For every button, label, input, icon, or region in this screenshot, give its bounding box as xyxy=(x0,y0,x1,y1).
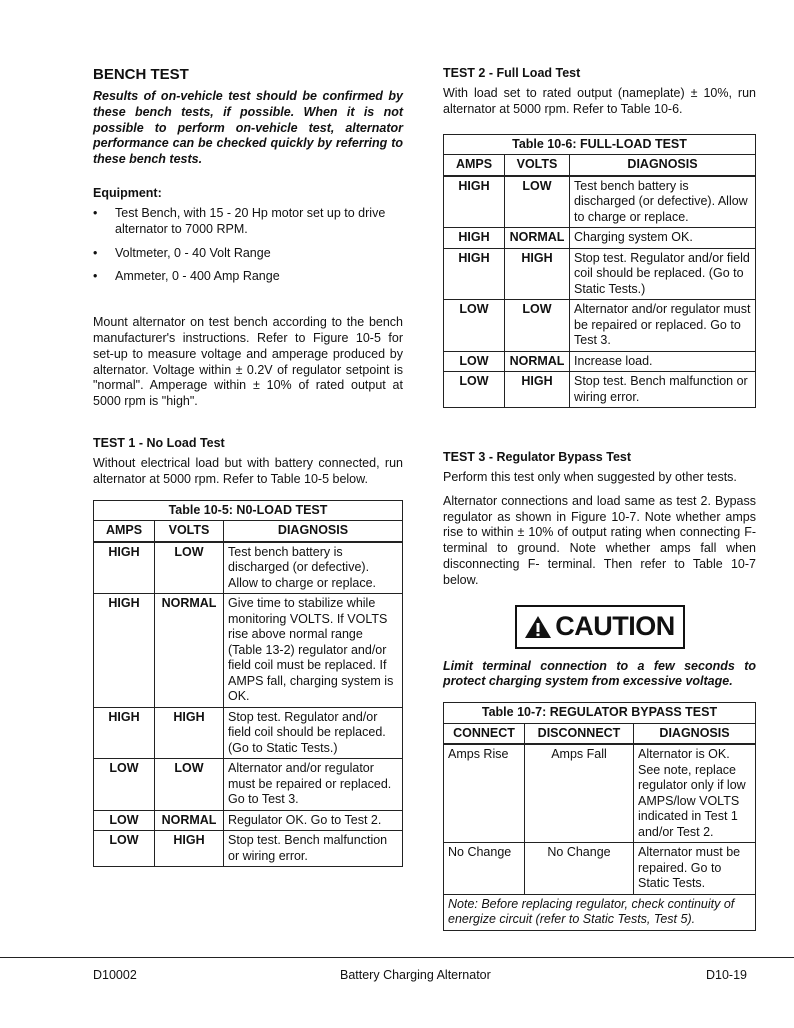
bench-test-heading: BENCH TEST xyxy=(93,66,189,83)
intro-paragraph: Results of on-vehicle test should be confirmed by these bench tests, if possible. When it is not possible to perform on-vehicle test, alternator performance can be checked quickly by referring to these bench tests. xyxy=(93,89,403,167)
column-header: DIAGNOSIS xyxy=(224,521,403,542)
table-row: HIGH LOW Test bench battery is discharged (or defective). Allow to charge or replace. xyxy=(94,542,403,594)
table-row: Amps Rise Amps Fall Alternator is OK. See note, replace regulator only if low AMPS/low VOLTS indicated in Test 1 and/or Test 2. xyxy=(444,744,756,843)
table-note: Note: Before replacing regulator, check continuity of energize circuit (refer to Static Tests, Test 5). xyxy=(444,894,756,930)
table-row: LOW HIGH Stop test. Bench malfunction or wiring error. xyxy=(444,372,756,408)
table-row: HIGH NORMAL Give time to stabilize while monitoring VOLTS. If VOLTS rise above normal range (Table 13-2) regulator and/or field coil must be replaced. If AMPS fall, charging system is OK. xyxy=(94,594,403,708)
table-row: LOW HIGH Stop test. Bench malfunction or wiring error. xyxy=(94,831,403,867)
table-10-5 xyxy=(93,500,403,868)
table-row: LOW LOW Alternator and/or regulator must be repaired or replaced. Go to Test 3. xyxy=(94,759,403,811)
test2-heading: TEST 2 - Full Load Test xyxy=(443,66,581,80)
left-column xyxy=(93,66,403,867)
test3-paragraph-1: Perform this test only when suggested by other tests. xyxy=(443,470,737,485)
caution-text: CAUTION xyxy=(555,611,675,642)
caution-label xyxy=(515,605,685,649)
column-header: CONNECT xyxy=(444,723,525,744)
footer-divider xyxy=(0,957,794,958)
warning-triangle-icon xyxy=(524,615,552,639)
right-column xyxy=(443,66,756,931)
mount-paragraph: Mount alternator on test bench according to the bench manufacturer's instructions. Refer to Figure 10-5 for set-up to measure voltage and amperage produced by alternator. Voltage within ± 0.2V of regulator setpoint is "normal". Amperage within ± 10% of rated output at 5000 rpm is "high". xyxy=(93,315,403,409)
table-row xyxy=(444,894,756,930)
table-row: HIGH HIGH Stop test. Regulator and/or field coil should be replaced. (Go to Static Tests.) xyxy=(444,248,756,300)
column-header: DIAGNOSIS xyxy=(634,723,756,744)
table-caption: Table 10-5: N0-LOAD TEST xyxy=(94,500,403,521)
column-header: AMPS xyxy=(444,155,505,176)
list-item: • Ammeter, 0 - 400 Amp Range xyxy=(93,269,280,284)
test1-heading: TEST 1 - No Load Test xyxy=(93,435,225,450)
list-item: • Voltmeter, 0 - 40 Volt Range xyxy=(93,245,271,260)
footer-doc-number: D10002 xyxy=(93,968,137,982)
table-row: No Change No Change Alternator must be repaired. Go to Static Tests. xyxy=(444,843,756,895)
table-row: HIGH HIGH Stop test. Regulator and/or field coil should be replaced. (Go to Static Tests.) xyxy=(94,707,403,759)
footer-page-number: D10-19 xyxy=(706,968,747,982)
equipment-list xyxy=(93,206,403,285)
column-header: DISCONNECT xyxy=(525,723,634,744)
equipment-heading: Equipment: xyxy=(93,185,162,200)
table-row: LOW LOW Alternator and/or regulator must be repaired or replaced. Go to Test 3. xyxy=(444,300,756,352)
caution-note: Limit terminal connection to a few seconds to protect charging system from excessive voltage. xyxy=(443,658,756,689)
table-caption: Table 10-6: FULL-LOAD TEST xyxy=(444,134,756,155)
test3-paragraph-2: Alternator connections and load same as test 2. Bypass regulator as shown in Figure 10-7. Note whether amps rise to within ± 10% of output rating when connecting F- terminal to ground. Note whether amps fall when disconnecting F- terminal. Then refer to Table 10-7 below. xyxy=(443,493,756,587)
test3-heading: TEST 3 - Regulator Bypass Test xyxy=(443,450,632,465)
table-row: LOW NORMAL Regulator OK. Go to Test 2. xyxy=(94,810,403,831)
table-10-7 xyxy=(443,702,756,931)
table-row: LOW NORMAL Increase load. xyxy=(444,351,756,372)
table-row: HIGH NORMAL Charging system OK. xyxy=(444,228,756,249)
test2-paragraph: With load set to rated output (nameplate) ± 10%, run alternator at 5000 rpm. Refer to Table 10-6. xyxy=(443,86,756,116)
bullet: • xyxy=(93,245,98,260)
table-row: HIGH LOW Test bench battery is discharged (or defective). Allow to charge or replace. xyxy=(444,176,756,228)
table-caption: Table 10-7: REGULATOR BYPASS TEST xyxy=(444,703,756,724)
test1-paragraph: Without electrical load but with battery connected, run alternator at 5000 rpm. Refer to Table 10-5 below. xyxy=(93,455,403,486)
list-item: • Test Bench, with 15 - 20 Hp motor set up to drive alternator to 7000 RPM. xyxy=(93,205,386,236)
table-10-6 xyxy=(443,134,756,409)
column-header: VOLTS xyxy=(155,521,224,542)
column-header: VOLTS xyxy=(505,155,570,176)
column-header: DIAGNOSIS xyxy=(570,155,756,176)
bullet: • xyxy=(93,205,98,220)
bullet: • xyxy=(93,269,98,284)
footer-title: Battery Charging Alternator xyxy=(340,968,491,982)
column-header: AMPS xyxy=(94,521,155,542)
